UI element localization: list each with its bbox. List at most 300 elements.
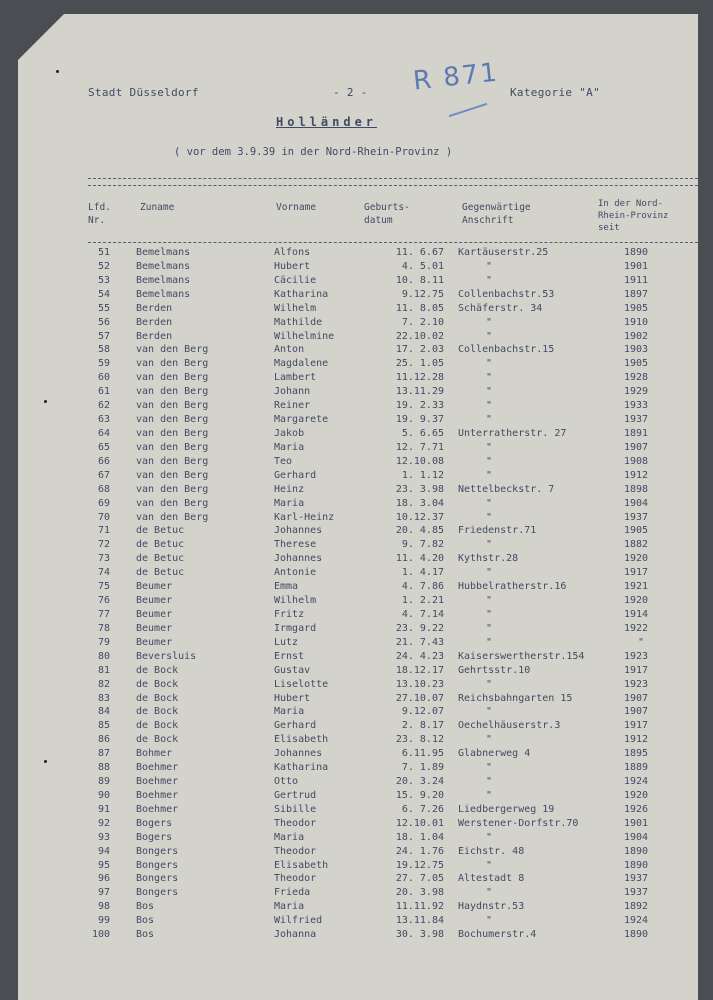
cell-firstname: Gertrud bbox=[274, 789, 317, 801]
cell-since: 1882 bbox=[624, 539, 649, 551]
cell-since: 1905 bbox=[624, 358, 649, 370]
cell-surname: van den Berg bbox=[136, 358, 209, 370]
table-row bbox=[18, 538, 698, 552]
cell-surname: van den Berg bbox=[136, 386, 209, 398]
cell-address: " bbox=[486, 511, 493, 523]
cell-surname: Berden bbox=[136, 316, 173, 328]
cell-firstname: Ernst bbox=[274, 650, 305, 662]
cell-firstname: Alfons bbox=[274, 247, 311, 258]
cell-since: 1920 bbox=[624, 789, 649, 801]
cell-address: " bbox=[486, 762, 493, 774]
cell-address: Glabnerweg 4 bbox=[458, 748, 531, 760]
cell-nr: 99 bbox=[97, 915, 110, 927]
cell-firstname: Hubert bbox=[274, 692, 311, 704]
cell-birthdate: 22.10.02 bbox=[395, 330, 444, 342]
cell-surname: Bohmer bbox=[136, 748, 173, 760]
cell-address: " bbox=[486, 595, 493, 607]
cell-firstname: Johannes bbox=[274, 553, 323, 565]
cell-firstname: Johann bbox=[274, 386, 311, 398]
cell-since: 1923 bbox=[624, 678, 649, 690]
cell-firstname: Lutz bbox=[274, 636, 299, 648]
cell-nr: 57 bbox=[97, 330, 110, 342]
cell-since: 1890 bbox=[624, 859, 649, 871]
cell-since: 1907 bbox=[624, 441, 649, 453]
cell-firstname: Theodor bbox=[274, 873, 317, 885]
cell-surname: van den Berg bbox=[136, 441, 209, 453]
cell-address: " bbox=[486, 316, 493, 328]
cell-birthdate: 6.11.95 bbox=[401, 748, 444, 760]
cell-birthdate: 20. 3.98 bbox=[395, 887, 444, 899]
cell-firstname: Theodor bbox=[274, 845, 317, 857]
cell-birthdate: 6. 7.26 bbox=[401, 803, 444, 815]
cell-surname: de Bock bbox=[136, 734, 179, 746]
cell-address: " bbox=[486, 915, 493, 927]
table-row bbox=[18, 594, 698, 608]
table-row bbox=[18, 399, 698, 413]
cell-firstname: Therese bbox=[274, 539, 317, 551]
cell-nr: 80 bbox=[97, 650, 110, 662]
table-row bbox=[18, 469, 698, 483]
table-row bbox=[18, 775, 698, 789]
cell-birthdate: 18. 1.04 bbox=[395, 831, 444, 843]
cell-nr: 73 bbox=[97, 553, 110, 565]
cell-birthdate: 17. 2.03 bbox=[395, 344, 444, 356]
table-row bbox=[18, 817, 698, 831]
cell-birthdate: 23. 9.22 bbox=[395, 622, 444, 634]
table-row bbox=[18, 692, 698, 706]
cell-firstname: Magdalene bbox=[274, 358, 329, 370]
table-row bbox=[18, 859, 698, 873]
cell-address: " bbox=[486, 678, 493, 690]
city-header: Stadt Düsseldorf bbox=[88, 86, 199, 99]
cell-birthdate: 7. 2.10 bbox=[401, 316, 444, 328]
cell-nr: 76 bbox=[97, 595, 110, 607]
cell-surname: Boehmer bbox=[136, 776, 179, 788]
cell-firstname: Elisabeth bbox=[274, 734, 329, 746]
cell-birthdate: 9.12.07 bbox=[401, 706, 444, 718]
cell-address: " bbox=[486, 636, 493, 648]
table-row bbox=[18, 413, 698, 427]
table-row bbox=[18, 524, 698, 538]
cell-address: Haydnstr.53 bbox=[458, 901, 525, 913]
cell-firstname: Maria bbox=[274, 441, 305, 453]
cell-firstname: Johanna bbox=[274, 929, 317, 941]
cell-nr: 54 bbox=[97, 288, 110, 300]
table-row bbox=[18, 886, 698, 900]
cell-nr: 64 bbox=[97, 427, 110, 439]
cell-address: " bbox=[486, 622, 493, 634]
cell-nr: 60 bbox=[97, 372, 110, 384]
cell-birthdate: 1. 1.12 bbox=[401, 469, 444, 481]
cell-nr: 94 bbox=[97, 845, 110, 857]
cell-address: " bbox=[486, 469, 493, 481]
punch-mark bbox=[44, 400, 47, 403]
cell-since: 1890 bbox=[624, 929, 649, 941]
cell-surname: Bogers bbox=[136, 817, 173, 829]
cell-firstname: Theodor bbox=[274, 817, 317, 829]
cell-address: Hubbelratherstr.16 bbox=[458, 581, 567, 593]
cell-since: 1898 bbox=[624, 483, 649, 495]
cell-since: 1904 bbox=[624, 831, 649, 843]
cell-since: 1920 bbox=[624, 595, 649, 607]
cell-since: 1892 bbox=[624, 901, 649, 913]
document-subtitle: ( vor dem 3.9.39 in der Nord-Rhein-Provinz ) bbox=[174, 146, 453, 158]
cell-nr: 56 bbox=[97, 316, 110, 328]
cell-since: 1929 bbox=[624, 386, 649, 398]
cell-since: 1890 bbox=[624, 845, 649, 857]
cell-firstname: Reiner bbox=[274, 400, 311, 412]
cell-surname: Boehmer bbox=[136, 762, 179, 774]
cell-address: Schäferstr. 34 bbox=[458, 302, 543, 314]
cell-birthdate: 4. 7.14 bbox=[401, 608, 444, 620]
cell-surname: Berden bbox=[136, 302, 173, 314]
column-header-address: Gegenwärtige Anschrift bbox=[462, 202, 531, 226]
cell-since: 1910 bbox=[624, 316, 649, 328]
cell-surname: de Betuc bbox=[136, 567, 185, 579]
cell-since: 1920 bbox=[624, 553, 649, 565]
category-header: Kategorie "A" bbox=[510, 86, 600, 99]
cell-nr: 100 bbox=[91, 929, 110, 941]
cell-nr: 87 bbox=[97, 748, 110, 760]
cell-firstname: Lambert bbox=[274, 372, 317, 384]
cell-nr: 52 bbox=[97, 260, 110, 272]
table-row bbox=[18, 705, 698, 719]
cell-address: Collenbachstr.15 bbox=[458, 344, 555, 356]
cell-address: " bbox=[486, 372, 493, 384]
cell-birthdate: 13.10.23 bbox=[395, 678, 444, 690]
cell-birthdate: 1. 4.17 bbox=[401, 567, 444, 579]
cell-surname: Bemelmans bbox=[136, 247, 191, 258]
cell-nr: 75 bbox=[97, 581, 110, 593]
table-row bbox=[18, 928, 698, 942]
cell-birthdate: 23. 8.12 bbox=[395, 734, 444, 746]
table-row bbox=[18, 441, 698, 455]
cell-surname: van den Berg bbox=[136, 455, 209, 467]
cell-address: Kartäuserstr.25 bbox=[458, 247, 549, 258]
cell-since: 1917 bbox=[624, 664, 649, 676]
cell-birthdate: 4. 7.86 bbox=[401, 581, 444, 593]
cell-since: 1912 bbox=[624, 734, 649, 746]
cell-address: " bbox=[486, 776, 493, 788]
cell-birthdate: 21. 7.43 bbox=[395, 636, 444, 648]
cell-address: Altestadt 8 bbox=[458, 873, 525, 885]
cell-nr: 74 bbox=[97, 567, 110, 579]
cell-firstname: Frieda bbox=[274, 887, 311, 899]
cell-surname: Bongers bbox=[136, 845, 179, 857]
table-row bbox=[18, 914, 698, 928]
table-row bbox=[18, 371, 698, 385]
cell-birthdate: 11. 4.20 bbox=[395, 553, 444, 565]
cell-nr: 91 bbox=[97, 803, 110, 815]
cell-firstname: Hubert bbox=[274, 260, 311, 272]
cell-since: 1924 bbox=[624, 915, 649, 927]
cell-address: " bbox=[486, 455, 493, 467]
cell-nr: 93 bbox=[97, 831, 110, 843]
cell-surname: Bos bbox=[136, 915, 155, 927]
cell-surname: Boehmer bbox=[136, 803, 179, 815]
column-header-surname: Zuname bbox=[140, 202, 175, 213]
cell-nr: 81 bbox=[97, 664, 110, 676]
table-row bbox=[18, 552, 698, 566]
cell-birthdate: 11. 8.05 bbox=[395, 302, 444, 314]
cell-firstname: Maria bbox=[274, 497, 305, 509]
document-title: Holländer bbox=[276, 115, 378, 129]
cell-surname: van den Berg bbox=[136, 497, 209, 509]
record-list bbox=[18, 246, 698, 942]
cell-firstname: Jakob bbox=[274, 427, 305, 439]
cell-surname: Bongers bbox=[136, 887, 179, 899]
cell-address: " bbox=[486, 831, 493, 843]
cell-surname: Beversluis bbox=[136, 650, 197, 662]
cell-address: Collenbachstr.53 bbox=[458, 288, 555, 300]
cell-surname: Bongers bbox=[136, 873, 179, 885]
cell-since: 1937 bbox=[624, 887, 649, 899]
cell-nr: 68 bbox=[97, 483, 110, 495]
cell-since: 1889 bbox=[624, 762, 649, 774]
cell-nr: 89 bbox=[97, 776, 110, 788]
header-rule bbox=[88, 185, 698, 186]
table-row bbox=[18, 483, 698, 497]
cell-since: 1924 bbox=[624, 776, 649, 788]
table-row bbox=[18, 497, 698, 511]
cell-address: " bbox=[486, 260, 493, 272]
column-header-since: In der Nord- Rhein-Provinz seit bbox=[598, 199, 669, 233]
cell-address: Unterratherstr. 27 bbox=[458, 427, 567, 439]
cell-firstname: Wilfried bbox=[274, 915, 323, 927]
handwritten-reference: R 871 bbox=[411, 57, 501, 97]
cell-surname: de Bock bbox=[136, 664, 179, 676]
cell-surname: Bemelmans bbox=[136, 260, 191, 272]
cell-since: 1911 bbox=[624, 274, 649, 286]
cell-surname: van den Berg bbox=[136, 400, 209, 412]
cell-surname: de Bock bbox=[136, 692, 179, 704]
cell-since: 1914 bbox=[624, 608, 649, 620]
cell-firstname: Gerhard bbox=[274, 720, 317, 732]
cell-since: 1933 bbox=[624, 400, 649, 412]
cell-nr: 58 bbox=[97, 344, 110, 356]
cell-address: Friedenstr.71 bbox=[458, 525, 537, 537]
page-number: - 2 - bbox=[333, 86, 368, 99]
cell-birthdate: 10.12.37 bbox=[395, 511, 444, 523]
cell-nr: 95 bbox=[97, 859, 110, 871]
cell-birthdate: 27.10.07 bbox=[395, 692, 444, 704]
cell-address: " bbox=[486, 539, 493, 551]
cell-address: " bbox=[486, 400, 493, 412]
table-row bbox=[18, 260, 698, 274]
table-row bbox=[18, 678, 698, 692]
cell-surname: Beumer bbox=[136, 608, 173, 620]
cell-nr: 83 bbox=[97, 692, 110, 704]
cell-firstname: Margarete bbox=[274, 414, 329, 426]
table-row bbox=[18, 747, 698, 761]
cell-since: " bbox=[638, 636, 645, 648]
cell-since: 1904 bbox=[624, 497, 649, 509]
cell-nr: 90 bbox=[97, 789, 110, 801]
table-row bbox=[18, 274, 698, 288]
cell-address: " bbox=[486, 414, 493, 426]
table-row bbox=[18, 302, 698, 316]
table-row bbox=[18, 316, 698, 330]
cell-nr: 96 bbox=[97, 873, 110, 885]
cell-birthdate: 19.12.75 bbox=[395, 859, 444, 871]
cell-firstname: Wilhelmine bbox=[274, 330, 335, 342]
cell-surname: de Bock bbox=[136, 720, 179, 732]
cell-birthdate: 24. 1.76 bbox=[395, 845, 444, 857]
cell-surname: Beumer bbox=[136, 581, 173, 593]
cell-birthdate: 13.11.84 bbox=[395, 915, 444, 927]
cell-surname: Berden bbox=[136, 330, 173, 342]
cell-since: 1926 bbox=[624, 803, 649, 815]
cell-nr: 55 bbox=[97, 302, 110, 314]
cell-firstname: Emma bbox=[274, 581, 299, 593]
cell-address: Bochumerstr.4 bbox=[458, 929, 537, 941]
cell-firstname: Elisabeth bbox=[274, 859, 329, 871]
cell-since: 1907 bbox=[624, 706, 649, 718]
cell-birthdate: 24. 4.23 bbox=[395, 650, 444, 662]
cell-since: 1903 bbox=[624, 344, 649, 356]
cell-nr: 88 bbox=[97, 762, 110, 774]
cell-birthdate: 15. 9.20 bbox=[395, 789, 444, 801]
cell-since: 1922 bbox=[624, 622, 649, 634]
table-row bbox=[18, 357, 698, 371]
cell-nr: 84 bbox=[97, 706, 110, 718]
cell-address: " bbox=[486, 859, 493, 871]
cell-address: " bbox=[486, 358, 493, 370]
cell-birthdate: 1. 2.21 bbox=[401, 595, 444, 607]
table-row bbox=[18, 803, 698, 817]
cell-firstname: Maria bbox=[274, 831, 305, 843]
cell-surname: Bos bbox=[136, 929, 155, 941]
cell-firstname: Fritz bbox=[274, 608, 305, 620]
cell-surname: van den Berg bbox=[136, 469, 209, 481]
cell-birthdate: 23. 3.98 bbox=[395, 483, 444, 495]
cell-since: 1890 bbox=[624, 247, 649, 258]
cell-surname: Beumer bbox=[136, 636, 173, 648]
cell-firstname: Heinz bbox=[274, 483, 305, 495]
cell-birthdate: 19. 2.33 bbox=[395, 400, 444, 412]
table-row bbox=[18, 733, 698, 747]
cell-firstname: Katharina bbox=[274, 288, 329, 300]
cell-address: " bbox=[486, 789, 493, 801]
cell-since: 1921 bbox=[624, 581, 649, 593]
punch-mark bbox=[56, 70, 59, 73]
cell-since: 1937 bbox=[624, 511, 649, 523]
cell-since: 1895 bbox=[624, 748, 649, 760]
cell-since: 1907 bbox=[624, 692, 649, 704]
cell-nr: 78 bbox=[97, 622, 110, 634]
cell-firstname: Antonie bbox=[274, 567, 317, 579]
table-row bbox=[18, 511, 698, 525]
table-row bbox=[18, 343, 698, 357]
cell-surname: van den Berg bbox=[136, 511, 209, 523]
cell-address: " bbox=[486, 441, 493, 453]
column-header-firstname: Vorname bbox=[276, 202, 317, 213]
table-row bbox=[18, 246, 698, 260]
cell-surname: van den Berg bbox=[136, 372, 209, 384]
cell-since: 1917 bbox=[624, 567, 649, 579]
cell-birthdate: 12.10.08 bbox=[395, 455, 444, 467]
cell-address: " bbox=[486, 497, 493, 509]
cell-address: Reichsbahngarten 15 bbox=[458, 692, 573, 704]
cell-nr: 86 bbox=[97, 734, 110, 746]
column-header-nr: Lfd. Nr. bbox=[88, 202, 111, 226]
cell-since: 1912 bbox=[624, 469, 649, 481]
cell-firstname: Maria bbox=[274, 901, 305, 913]
cell-since: 1937 bbox=[624, 414, 649, 426]
cell-surname: Bemelmans bbox=[136, 274, 191, 286]
table-row bbox=[18, 288, 698, 302]
cell-nr: 71 bbox=[97, 525, 110, 537]
cell-birthdate: 11.12.28 bbox=[395, 372, 444, 384]
cell-address: Werstener-Dorfstr.70 bbox=[458, 817, 579, 829]
cell-since: 1897 bbox=[624, 288, 649, 300]
cell-firstname: Irmgard bbox=[274, 622, 317, 634]
cell-firstname: Wilhelm bbox=[274, 595, 317, 607]
table-row bbox=[18, 330, 698, 344]
cell-nr: 62 bbox=[97, 400, 110, 412]
cell-since: 1891 bbox=[624, 427, 649, 439]
table-row bbox=[18, 900, 698, 914]
cell-since: 1928 bbox=[624, 372, 649, 384]
table-row bbox=[18, 650, 698, 664]
cell-firstname: Gustav bbox=[274, 664, 311, 676]
cell-surname: van den Berg bbox=[136, 483, 209, 495]
column-header-birthdate: Geburts- datum bbox=[364, 202, 410, 226]
cell-surname: Bos bbox=[136, 901, 155, 913]
cell-birthdate: 27. 7.05 bbox=[395, 873, 444, 885]
cell-birthdate: 7. 1.89 bbox=[401, 762, 444, 774]
cell-surname: de Betuc bbox=[136, 553, 185, 565]
handwritten-stroke bbox=[449, 103, 488, 117]
cell-address: Eichstr. 48 bbox=[458, 845, 525, 857]
cell-birthdate: 12. 7.71 bbox=[395, 441, 444, 453]
cell-nr: 98 bbox=[97, 901, 110, 913]
cell-birthdate: 18. 3.04 bbox=[395, 497, 444, 509]
cell-birthdate: 30. 3.98 bbox=[395, 929, 444, 941]
cell-nr: 79 bbox=[97, 636, 110, 648]
cell-nr: 53 bbox=[97, 274, 110, 286]
cell-nr: 67 bbox=[97, 469, 110, 481]
table-row bbox=[18, 427, 698, 441]
cell-surname: van den Berg bbox=[136, 344, 209, 356]
cell-firstname: Otto bbox=[274, 776, 299, 788]
cell-address: " bbox=[486, 386, 493, 398]
cell-address: " bbox=[486, 706, 493, 718]
cell-firstname: Sibille bbox=[274, 803, 317, 815]
cell-birthdate: 5. 6.65 bbox=[401, 427, 444, 439]
table-row bbox=[18, 608, 698, 622]
cell-firstname: Maria bbox=[274, 706, 305, 718]
cell-surname: de Bock bbox=[136, 706, 179, 718]
cell-nr: 66 bbox=[97, 455, 110, 467]
table-row bbox=[18, 566, 698, 580]
cell-birthdate: 10. 8.11 bbox=[395, 274, 444, 286]
cell-nr: 70 bbox=[97, 511, 110, 523]
cell-birthdate: 11.11.92 bbox=[395, 901, 444, 913]
cell-birthdate: 4. 5.01 bbox=[401, 260, 444, 272]
cell-surname: de Betuc bbox=[136, 525, 185, 537]
cell-nr: 61 bbox=[97, 386, 110, 398]
cell-since: 1905 bbox=[624, 525, 649, 537]
cell-firstname: Mathilde bbox=[274, 316, 323, 328]
cell-birthdate: 2. 8.17 bbox=[401, 720, 444, 732]
cell-nr: 97 bbox=[97, 887, 110, 899]
cell-birthdate: 19. 9.37 bbox=[395, 414, 444, 426]
cell-surname: Beumer bbox=[136, 622, 173, 634]
cell-address: Liedbergerweg 19 bbox=[458, 803, 555, 815]
cell-surname: Bemelmans bbox=[136, 288, 191, 300]
cell-surname: Beumer bbox=[136, 595, 173, 607]
